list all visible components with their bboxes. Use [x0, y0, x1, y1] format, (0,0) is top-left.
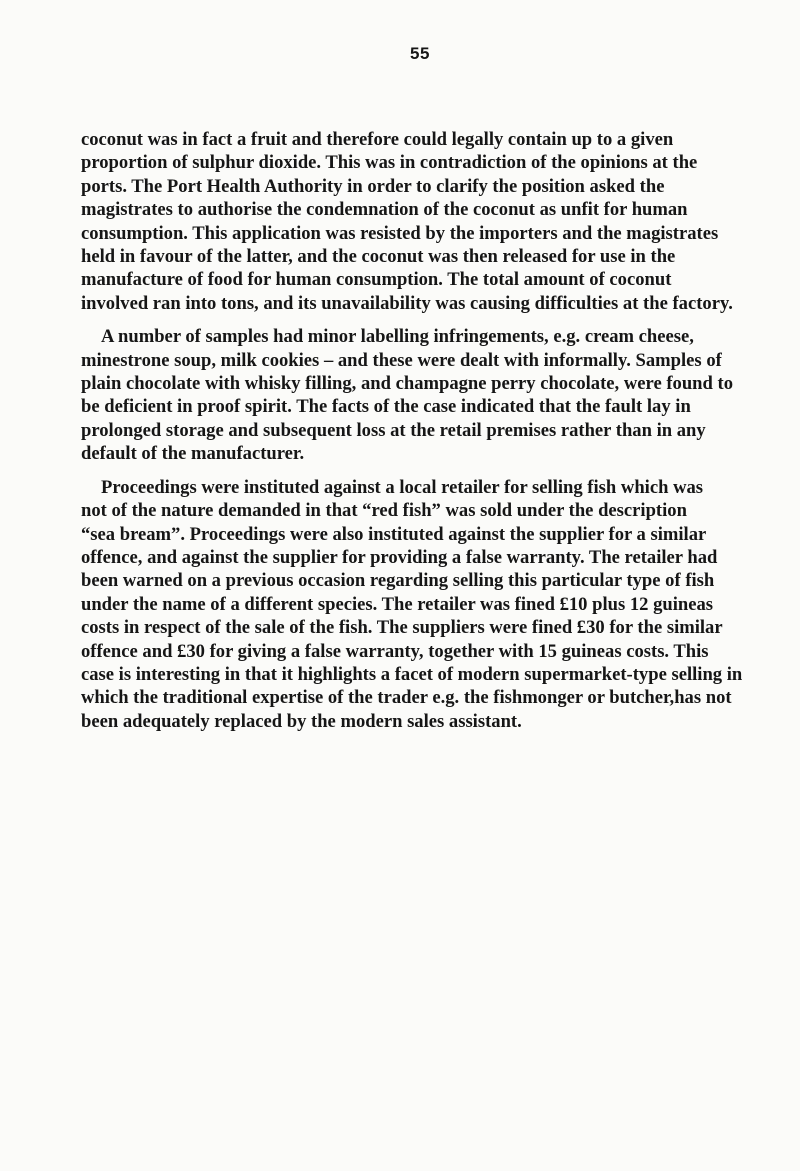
- paragraph-coconut: [81, 128, 781, 315]
- text-line: be deficient in proof spirit. The facts of the case indicated that the fault lay in: [81, 396, 691, 418]
- text-line: Proceedings were instituted against a local retailer for selling fish which was: [101, 476, 704, 498]
- text-line: costs in respect of the sale of the fish. The suppliers were fined £30 for the similar: [81, 617, 723, 639]
- paragraph-labelling: [81, 325, 781, 465]
- text-line: coconut was in fact a fruit and therefore could legally contain up to a given: [81, 129, 674, 150]
- text-line: case is interesting in that it highlights a facet of modern supermarket-type selling in: [81, 663, 743, 685]
- text-line: plain chocolate with whisky filling, and champagne perry chocolate, were found to: [81, 373, 733, 395]
- text-line: prolonged storage and subsequent loss at the retail premises rather than in any: [81, 419, 706, 441]
- paragraph-proceedings: [81, 476, 781, 733]
- text-line: proportion of sulphur dioxide. This was in contradiction of the opinions at the: [81, 152, 698, 174]
- text-line: been warned on a previous occasion regarding selling this particular type of fish: [81, 570, 715, 592]
- text-line: held in favour of the latter, and the coconut was then released for use in the: [81, 246, 676, 268]
- text-line: A number of samples had minor labelling infringements, e.g. cream cheese,: [101, 326, 694, 348]
- text-line: involved ran into tons, and its unavailability was causing difficulties at the factory.: [81, 292, 733, 314]
- page-number: 55: [410, 44, 430, 63]
- body-text: [81, 128, 781, 733]
- text-line: under the name of a different species. The retailer was fined £10 plus 12 guineas: [81, 593, 714, 615]
- text-line: been adequately replaced by the modern sales assistant.: [81, 710, 522, 732]
- text-line: offence, and against the supplier for providing a false warranty. The retailer had: [81, 546, 718, 568]
- text-line: not of the nature demanded in that “red fish” was sold under the description: [81, 500, 687, 522]
- text-line: which the traditional expertise of the trader e.g. the fishmonger or butcher,has not: [81, 687, 732, 709]
- text-line: consumption. This application was resisted by the importers and the magistrates: [81, 222, 719, 244]
- text-line: manufacture of food for human consumption. The total amount of coconut: [81, 269, 672, 291]
- text-line: default of the manufacturer.: [81, 443, 305, 465]
- text-line: ports. The Port Health Authority in order to clarify the position asked the: [81, 175, 665, 197]
- text-line: offence and £30 for giving a false warranty, together with 15 guineas costs. This: [81, 640, 709, 662]
- text-line: magistrates to authorise the condemnation of the coconut as unfit for human: [81, 199, 688, 221]
- text-line: “sea bream”. Proceedings were also instituted against the supplier for a similar: [81, 523, 707, 545]
- text-line: minestrone soup, milk cookies – and these were dealt with informally. Samples of: [81, 349, 722, 371]
